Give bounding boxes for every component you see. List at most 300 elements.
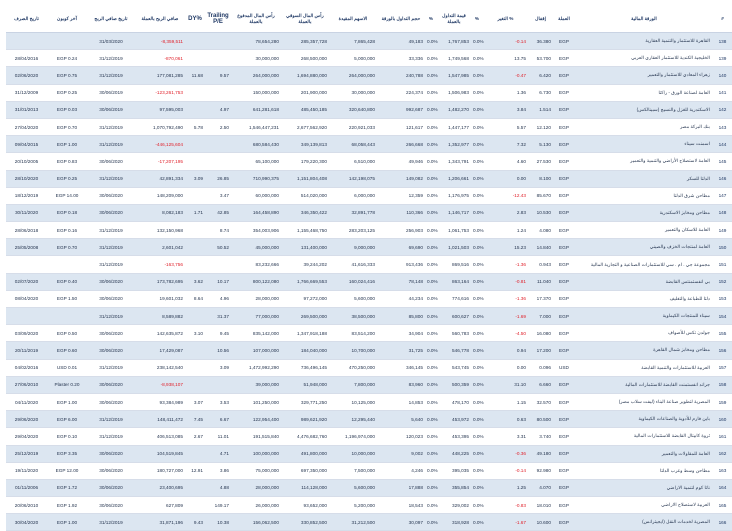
header-dy[interactable]: DY% — [185, 6, 205, 33]
dy-cell — [185, 239, 205, 256]
header-index[interactable]: # — [713, 6, 732, 33]
volume-cell: 83,960 — [377, 376, 425, 393]
net-profit-cell: 31,871,196 — [135, 514, 185, 531]
table-row[interactable] — [6, 84, 732, 101]
fiscal-date-cell: 31/12/2019 — [87, 67, 135, 84]
fiscal-date-cell: 30/06/2020 — [87, 273, 135, 290]
table-row[interactable] — [6, 342, 732, 359]
index-cell: 147 — [713, 187, 732, 204]
listed-shares-cell: 320,640,800 — [329, 101, 377, 118]
fiscal-date-cell: 30/06/2020 — [87, 376, 135, 393]
index-cell: 158 — [713, 376, 732, 393]
security-name-cell[interactable]: باين فارم للأدوية والصناعات الكيماوية — [575, 411, 713, 428]
trade-value-cell: 355,854 — [437, 479, 471, 496]
security-name-cell[interactable]: بي انفستمنتس القابضة — [575, 273, 713, 290]
dy-cell — [185, 376, 205, 393]
net-profit-cell: -123,261,753 — [135, 84, 185, 101]
trailing-pe-cell: 3.47 — [205, 187, 231, 204]
index-cell: 164 — [713, 479, 732, 496]
volume-cell: 120,023 — [377, 428, 425, 445]
security-name-cell[interactable]: الاسكندرية للغزل والنسيج (سبينالكس) — [575, 101, 713, 118]
market-cap-cell: 697,350,000 — [281, 462, 329, 479]
table-row[interactable] — [6, 273, 732, 290]
trailing-pe-cell: 3.53 — [205, 393, 231, 410]
pct-2-cell: 0.0% — [425, 514, 437, 531]
table-row[interactable] — [6, 376, 732, 393]
currency-cell: EGP — [553, 118, 575, 135]
dy-cell — [185, 445, 205, 462]
currency-cell: EGP — [553, 256, 575, 273]
market-cap-cell: 93,652,000 — [281, 497, 329, 514]
net-profit-cell: 148,209,000 — [135, 187, 185, 204]
security-name-cell[interactable]: مجموعة جي . ام . سي للاستثمارات الصناعية و التجارية المالية — [575, 256, 713, 273]
trailing-pe-cell: 26.85 — [205, 170, 231, 187]
fiscal-date-cell: 30/06/2020 — [87, 325, 135, 342]
volume-cell: 69,690 — [377, 239, 425, 256]
table-row[interactable] — [6, 153, 732, 170]
security-name-cell[interactable]: الخليجية الكندية للاستثمار العقاري العربي — [575, 50, 713, 67]
table-row[interactable] — [6, 239, 732, 256]
coupon-cell: EGP 6.00 — [47, 411, 87, 428]
paid-capital-cell: 26,000,000 — [231, 497, 281, 514]
header-coupon[interactable]: آخر كوبون — [47, 6, 87, 33]
market-cap-cell: 184,040,000 — [281, 342, 329, 359]
net-profit-cell: -870,061 — [135, 50, 185, 67]
dy-cell — [185, 153, 205, 170]
net-profit-cell: 173,782,695 — [135, 273, 185, 290]
currency-cell: EGP — [553, 325, 575, 342]
currency-cell: USD — [553, 359, 575, 376]
close-cell: 8.100 — [528, 170, 553, 187]
coupon-cell: EGP 1.92 — [47, 497, 87, 514]
change-cell: 31.10 — [483, 376, 528, 393]
net-profit-cell: -17,207,195 — [135, 153, 185, 170]
index-cell: 149 — [713, 222, 732, 239]
security-name-cell[interactable]: العامة لصناعة الورق - راكتا — [575, 84, 713, 101]
currency-cell: EGP — [553, 479, 575, 496]
fiscal-date-cell: 31/12/2019 — [87, 118, 135, 135]
net-profit-cell: 142,635,872 — [135, 325, 185, 342]
close-cell: 85.670 — [528, 187, 553, 204]
pct-cell: 0.0% — [471, 325, 483, 342]
security-name-cell[interactable]: مطاحن شرق الدلتا — [575, 187, 713, 204]
security-name-cell[interactable]: ثروة كابيتال القابضة للاستثمارات المالية — [575, 428, 713, 445]
pct-cell: 0.0% — [471, 239, 483, 256]
security-name-cell[interactable]: العامة لمنتجات الخزف والصيني — [575, 239, 713, 256]
dy-cell — [185, 308, 205, 325]
change-cell: -0.81 — [483, 273, 528, 290]
volume-cell: 78,148 — [377, 273, 425, 290]
pct-2-cell: 0.0% — [425, 445, 437, 462]
pct-cell: 0.0% — [471, 187, 483, 204]
header-pct-2[interactable]: % — [425, 6, 437, 33]
listed-shares-cell: 142,198,075 — [329, 170, 377, 187]
index-cell: 144 — [713, 136, 732, 153]
close-cell: 3.740 — [528, 428, 553, 445]
trade-value-cell: 1,146,717 — [437, 204, 471, 221]
table-row[interactable] — [6, 479, 732, 496]
security-name-cell[interactable]: العامة لاستصلاح الأراضي والتنمية والتعمير — [575, 153, 713, 170]
change-cell: 13.75 — [483, 50, 528, 67]
table-row[interactable] — [6, 136, 732, 153]
pct-2-cell: 0.0% — [425, 204, 437, 221]
pct-2-cell: 0.0% — [425, 153, 437, 170]
coupon-date-cell: 20/06/2010 — [6, 497, 47, 514]
header-fiscal-date[interactable]: تاريخ صافي الربح — [87, 6, 135, 33]
security-name-cell[interactable]: جراند انفستمنت القابضة للاستثمارات المالية — [575, 376, 713, 393]
trade-value-cell: 318,928 — [437, 514, 471, 531]
coupon-date-cell: 08/04/2020 — [6, 290, 47, 307]
header-currency[interactable]: العملة — [553, 6, 575, 33]
trailing-pe-cell — [205, 33, 231, 50]
net-profit-cell: 97,595,003 — [135, 101, 185, 118]
close-cell: 6.420 — [528, 67, 553, 84]
dy-cell: 11.68 — [185, 67, 205, 84]
security-name-cell[interactable]: العامة للمقاولات والتعمير — [575, 445, 713, 462]
pct-cell: 0.0% — [471, 256, 483, 273]
trade-value-cell: 329,002 — [437, 497, 471, 514]
table-row[interactable] — [6, 462, 732, 479]
coupon-date-cell: 20/11/2019 — [6, 342, 47, 359]
pct-cell: 0.0% — [471, 411, 483, 428]
paid-capital-cell: 39,000,000 — [231, 376, 281, 393]
table-row[interactable] — [6, 290, 732, 307]
volume-cell: 149,082 — [377, 170, 425, 187]
net-profit-cell: -446,125,604 — [135, 136, 185, 153]
trade-value-cell: 1,061,753 — [437, 222, 471, 239]
close-cell: 0.096 — [528, 359, 553, 376]
close-cell: 18.010 — [528, 497, 553, 514]
net-profit-cell: 180,727,000 — [135, 462, 185, 479]
pct-cell: 0.0% — [471, 273, 483, 290]
fiscal-date-cell: 30/06/2020 — [87, 497, 135, 514]
header-change[interactable]: التغير % — [483, 6, 528, 33]
change-cell: -0.47 — [483, 67, 528, 84]
trade-value-cell: 1,352,977 — [437, 136, 471, 153]
paid-capital-cell: 710,990,375 — [231, 170, 281, 187]
paid-capital-cell: 45,000,000 — [231, 239, 281, 256]
dy-cell: 8.64 — [185, 290, 205, 307]
fiscal-date-cell: 30/06/2020 — [87, 342, 135, 359]
market-cap-cell: 1,347,918,188 — [281, 325, 329, 342]
listed-shares-cell: 30,000,000 — [329, 84, 377, 101]
header-net-profit[interactable]: صافي الربح بالعملة — [135, 6, 185, 33]
coupon-date-cell: 30/11/2020 — [6, 204, 47, 221]
index-cell: 153 — [713, 290, 732, 307]
security-name-cell[interactable]: العامة للاسكان والتعمير — [575, 222, 713, 239]
market-cap-cell: 39,244,202 — [281, 256, 329, 273]
pct-cell: 0.0% — [471, 428, 483, 445]
table-row[interactable] — [6, 170, 732, 187]
table-row[interactable] — [6, 445, 732, 462]
volume-cell: 9,002 — [377, 445, 425, 462]
trade-value-cell: 1,343,791 — [437, 153, 471, 170]
currency-cell: EGP — [553, 428, 575, 445]
index-cell: 155 — [713, 325, 732, 342]
header-security-name[interactable]: الورقة المالية — [575, 6, 713, 33]
pct-cell: 0.0% — [471, 67, 483, 84]
close-cell: 6.660 — [528, 376, 553, 393]
coupon-cell: EGP 0.83 — [47, 153, 87, 170]
paid-capital-cell: 75,000,000 — [231, 462, 281, 479]
volume-cell: 12,359 — [377, 187, 425, 204]
net-profit-cell: 238,142,540 — [135, 359, 185, 376]
listed-shares-cell: 68,058,443 — [329, 136, 377, 153]
dy-cell — [185, 222, 205, 239]
change-cell: 1.36 — [483, 84, 528, 101]
table-row[interactable] — [6, 393, 732, 410]
net-profit-cell: 23,400,695 — [135, 479, 185, 496]
paid-capital-cell: 100,000,000 — [231, 445, 281, 462]
coupon-cell: EGP 0.75 — [47, 67, 87, 84]
security-name-cell[interactable]: بنك البركة مصر — [575, 118, 713, 135]
header-close[interactable]: إقفال — [528, 6, 553, 33]
security-name-cell[interactable]: سيناء للمنتجات الكيماوية — [575, 308, 713, 325]
trailing-pe-cell: 50.52 — [205, 239, 231, 256]
security-name-cell[interactable]: الدلتا للسكر — [575, 170, 713, 187]
table-row[interactable] — [6, 308, 732, 325]
fiscal-date-cell: 30/06/2020 — [87, 462, 135, 479]
trailing-pe-cell — [205, 256, 231, 273]
currency-cell: EGP — [553, 393, 575, 410]
change-cell: 3.31 — [483, 428, 528, 445]
change-cell: 0.94 — [483, 342, 528, 359]
listed-shares-cell: 12,295,440 — [329, 411, 377, 428]
change-cell: 0.00 — [483, 359, 528, 376]
trade-value-cell: 1,482,270 — [437, 101, 471, 118]
coupon-date-cell — [6, 256, 47, 273]
trailing-pe-cell: 4.71 — [205, 445, 231, 462]
change-cell: -0.36 — [483, 445, 528, 462]
listed-shares-cell: 83,514,200 — [329, 325, 377, 342]
listed-shares-cell: 9,000,000 — [329, 239, 377, 256]
listed-shares-cell: 10,000,000 — [329, 445, 377, 462]
table-row[interactable] — [6, 222, 732, 239]
coupon-date-cell: 01/11/2006 — [6, 479, 47, 496]
close-cell: 4.070 — [528, 479, 553, 496]
pct-2-cell: 0.0% — [425, 308, 437, 325]
table-row[interactable] — [6, 428, 732, 445]
listed-shares-cell: 1,196,974,000 — [329, 428, 377, 445]
trailing-pe-cell: 3.09 — [205, 359, 231, 376]
table-row[interactable] — [6, 33, 732, 50]
net-profit-cell: 42,891,334 — [135, 170, 185, 187]
net-profit-cell: 2,601,042 — [135, 239, 185, 256]
currency-cell: EGP — [553, 342, 575, 359]
security-name-cell[interactable]: جولدن تكس للأصواف — [575, 325, 713, 342]
market-cap-cell: 131,400,000 — [281, 239, 329, 256]
change-cell: 0.00 — [483, 170, 528, 187]
index-cell: 154 — [713, 308, 732, 325]
close-cell: 80.500 — [528, 411, 553, 428]
security-name-cell[interactable]: مطاحن وسط وغرب الدلتا — [575, 462, 713, 479]
coupon-date-cell: 28/10/2020 — [6, 170, 47, 187]
trailing-pe-cell: 4.96 — [205, 290, 231, 307]
listed-shares-cell: 5,600,000 — [329, 290, 377, 307]
table-row[interactable] — [6, 256, 732, 273]
fiscal-date-cell: 31/12/2019 — [87, 256, 135, 273]
listed-shares-cell: 10,125,000 — [329, 393, 377, 410]
currency-cell: EGP — [553, 239, 575, 256]
security-name-cell[interactable]: العربية للاستثمارات والتنمية القابضة — [575, 359, 713, 376]
paid-capital-cell: 1,546,447,231 — [231, 118, 281, 135]
market-cap-cell: 485,450,185 — [281, 101, 329, 118]
volume-cell: 30,097 — [377, 514, 425, 531]
trade-value-cell: 453,395 — [437, 428, 471, 445]
header-pct[interactable]: % — [471, 6, 483, 33]
close-cell: 49.180 — [528, 445, 553, 462]
security-name-cell[interactable]: المصرية لخدمات النقل (ايجيترانس) — [575, 514, 713, 531]
security-name-cell[interactable]: زهراء المعادي للاستثمار والتعمير — [575, 67, 713, 84]
pct-cell: 0.0% — [471, 342, 483, 359]
change-cell: 3.84 — [483, 101, 528, 118]
pct-2-cell: 0.0% — [425, 239, 437, 256]
change-cell: 5.57 — [483, 118, 528, 135]
header-listed-shares[interactable]: الاسهم المقيدة — [329, 6, 377, 33]
security-name-cell[interactable]: مطاحن ومخابز الاسكندرية — [575, 204, 713, 221]
table-row[interactable] — [6, 497, 732, 514]
table-row[interactable] — [6, 187, 732, 204]
pct-2-cell: 0.0% — [425, 118, 437, 135]
dy-cell — [185, 84, 205, 101]
pct-2-cell: 0.0% — [425, 136, 437, 153]
table-row[interactable] — [6, 118, 732, 135]
currency-cell: EGP — [553, 462, 575, 479]
close-cell: 17.200 — [528, 342, 553, 359]
volume-cell: 346,145 — [377, 359, 425, 376]
close-cell: 12.120 — [528, 118, 553, 135]
pct-2-cell: 0.0% — [425, 256, 437, 273]
table-row[interactable] — [6, 514, 732, 531]
pct-cell: 0.0% — [471, 170, 483, 187]
pct-2-cell: 0.0% — [425, 462, 437, 479]
coupon-date-cell: 31/12/2009 — [6, 84, 47, 101]
fiscal-date-cell: 30/06/2020 — [87, 479, 135, 496]
security-name-cell[interactable]: القاهرة للاستثمار والتنمية العقارية — [575, 33, 713, 50]
header-trailing-pe[interactable]: Trailing P/E — [205, 6, 231, 33]
paid-capital-cell: 28,000,000 — [231, 479, 281, 496]
trade-value-cell: 1,506,983 — [437, 84, 471, 101]
header-coupon-date[interactable]: تاريخ الصرف — [6, 6, 47, 33]
market-cap-cell: 989,621,920 — [281, 411, 329, 428]
security-name-cell[interactable]: دلتا للطباعة والتغليف — [575, 290, 713, 307]
listed-shares-cell: 470,250,000 — [329, 359, 377, 376]
fiscal-date-cell: 31/12/2019 — [87, 136, 135, 153]
index-cell: 151 — [713, 256, 732, 273]
fiscal-date-cell: 30/06/2019 — [87, 84, 135, 101]
security-name-cell[interactable]: العربية لاستصلاح الاراضي — [575, 497, 713, 514]
coupon-date-cell: 02/07/2020 — [6, 273, 47, 290]
index-cell: 138 — [713, 33, 732, 50]
coupon-date-cell: 04/02/2016 — [6, 359, 47, 376]
stocks-table — [6, 6, 732, 531]
close-cell: 1.514 — [528, 101, 553, 118]
pct-cell: 0.0% — [471, 462, 483, 479]
coupon-date-cell: 27/06/2010 — [6, 376, 47, 393]
trade-value-cell: 863,164 — [437, 273, 471, 290]
net-profit-cell: 19,601,032 — [135, 290, 185, 307]
table-row[interactable] — [6, 359, 732, 376]
coupon-cell: EGP 1.00 — [47, 136, 87, 153]
change-cell: -1.36 — [483, 256, 528, 273]
pct-2-cell: 0.0% — [425, 84, 437, 101]
header-trade-value[interactable]: قيمة التداول بالعملة — [437, 6, 471, 33]
index-cell: 143 — [713, 118, 732, 135]
security-name-cell[interactable]: اسمنت سيناء — [575, 136, 713, 153]
fiscal-date-cell: 31/12/2019 — [87, 50, 135, 67]
security-name-cell[interactable]: المصرية لتطوير صناعة البناء (ليفت سلاب مصر) — [575, 393, 713, 410]
trailing-pe-cell — [205, 153, 231, 170]
coupon-cell — [47, 256, 87, 273]
pct-2-cell: 0.0% — [425, 101, 437, 118]
net-profit-cell: -8,359,511 — [135, 33, 185, 50]
close-cell: 4.080 — [528, 222, 553, 239]
table-row[interactable] — [6, 325, 732, 342]
volume-cell: 85,800 — [377, 308, 425, 325]
table-row[interactable] — [6, 411, 732, 428]
close-cell: 36.380 — [528, 33, 553, 50]
market-cap-cell: 330,852,500 — [281, 514, 329, 531]
market-cap-cell: 2,677,562,920 — [281, 118, 329, 135]
table-row[interactable] — [6, 204, 732, 221]
table-row[interactable] — [6, 67, 732, 84]
market-cap-cell: 491,800,000 — [281, 445, 329, 462]
header-volume[interactable]: حجم التداول بالورقة — [377, 6, 425, 33]
market-cap-cell: 1,155,468,750 — [281, 222, 329, 239]
table-row[interactable] — [6, 101, 732, 118]
listed-shares-cell: 5,000,000 — [329, 50, 377, 67]
pct-cell: 0.0% — [471, 497, 483, 514]
pct-2-cell: 0.0% — [425, 187, 437, 204]
volume-cell: 33,336 — [377, 50, 425, 67]
market-cap-cell: 1,694,880,000 — [281, 67, 329, 84]
volume-cell: 240,788 — [377, 67, 425, 84]
dy-cell: 3.09 — [185, 170, 205, 187]
paid-capital-cell: 1,472,992,290 — [231, 359, 281, 376]
close-cell: 6.730 — [528, 84, 553, 101]
listed-shares-cell: 7,865,428 — [329, 33, 377, 50]
security-name-cell[interactable]: ناتا كوم لتنمية الاراضي — [575, 479, 713, 496]
pct-2-cell: 0.0% — [425, 359, 437, 376]
security-name-cell[interactable]: مطاحن ومخابز شمال القاهرة — [575, 342, 713, 359]
dy-cell — [185, 101, 205, 118]
pct-2-cell: 0.0% — [425, 290, 437, 307]
paid-capital-cell: 641,281,618 — [231, 101, 281, 118]
market-cap-cell: 114,128,000 — [281, 479, 329, 496]
pct-2-cell: 0.0% — [425, 393, 437, 410]
trailing-pe-cell: 11.01 — [205, 428, 231, 445]
trailing-pe-cell: 10.38 — [205, 514, 231, 531]
coupon-date-cell: 31/01/2013 — [6, 101, 47, 118]
fiscal-date-cell: 31/12/2019 — [87, 170, 135, 187]
currency-cell: EGP — [553, 33, 575, 50]
paid-capital-cell: 65,100,000 — [231, 153, 281, 170]
volume-cell: 121,617 — [377, 118, 425, 135]
header-paid-capital[interactable]: رأس المال المدفوع بالعملة — [231, 6, 281, 33]
header-market-cap[interactable]: رأس المال السوقي بالعملة — [281, 6, 329, 33]
pct-cell: 0.0% — [471, 204, 483, 221]
table-row[interactable] — [6, 50, 732, 67]
paid-capital-cell: 28,000,000 — [231, 290, 281, 307]
close-cell: 10.530 — [528, 204, 553, 221]
pct-cell: 0.0% — [471, 514, 483, 531]
pct-cell: 0.0% — [471, 290, 483, 307]
trade-value-cell: 478,170 — [437, 393, 471, 410]
volume-cell: 34,904 — [377, 325, 425, 342]
currency-cell: EGP — [553, 170, 575, 187]
change-cell: -1.36 — [483, 290, 528, 307]
pct-2-cell: 0.0% — [425, 428, 437, 445]
